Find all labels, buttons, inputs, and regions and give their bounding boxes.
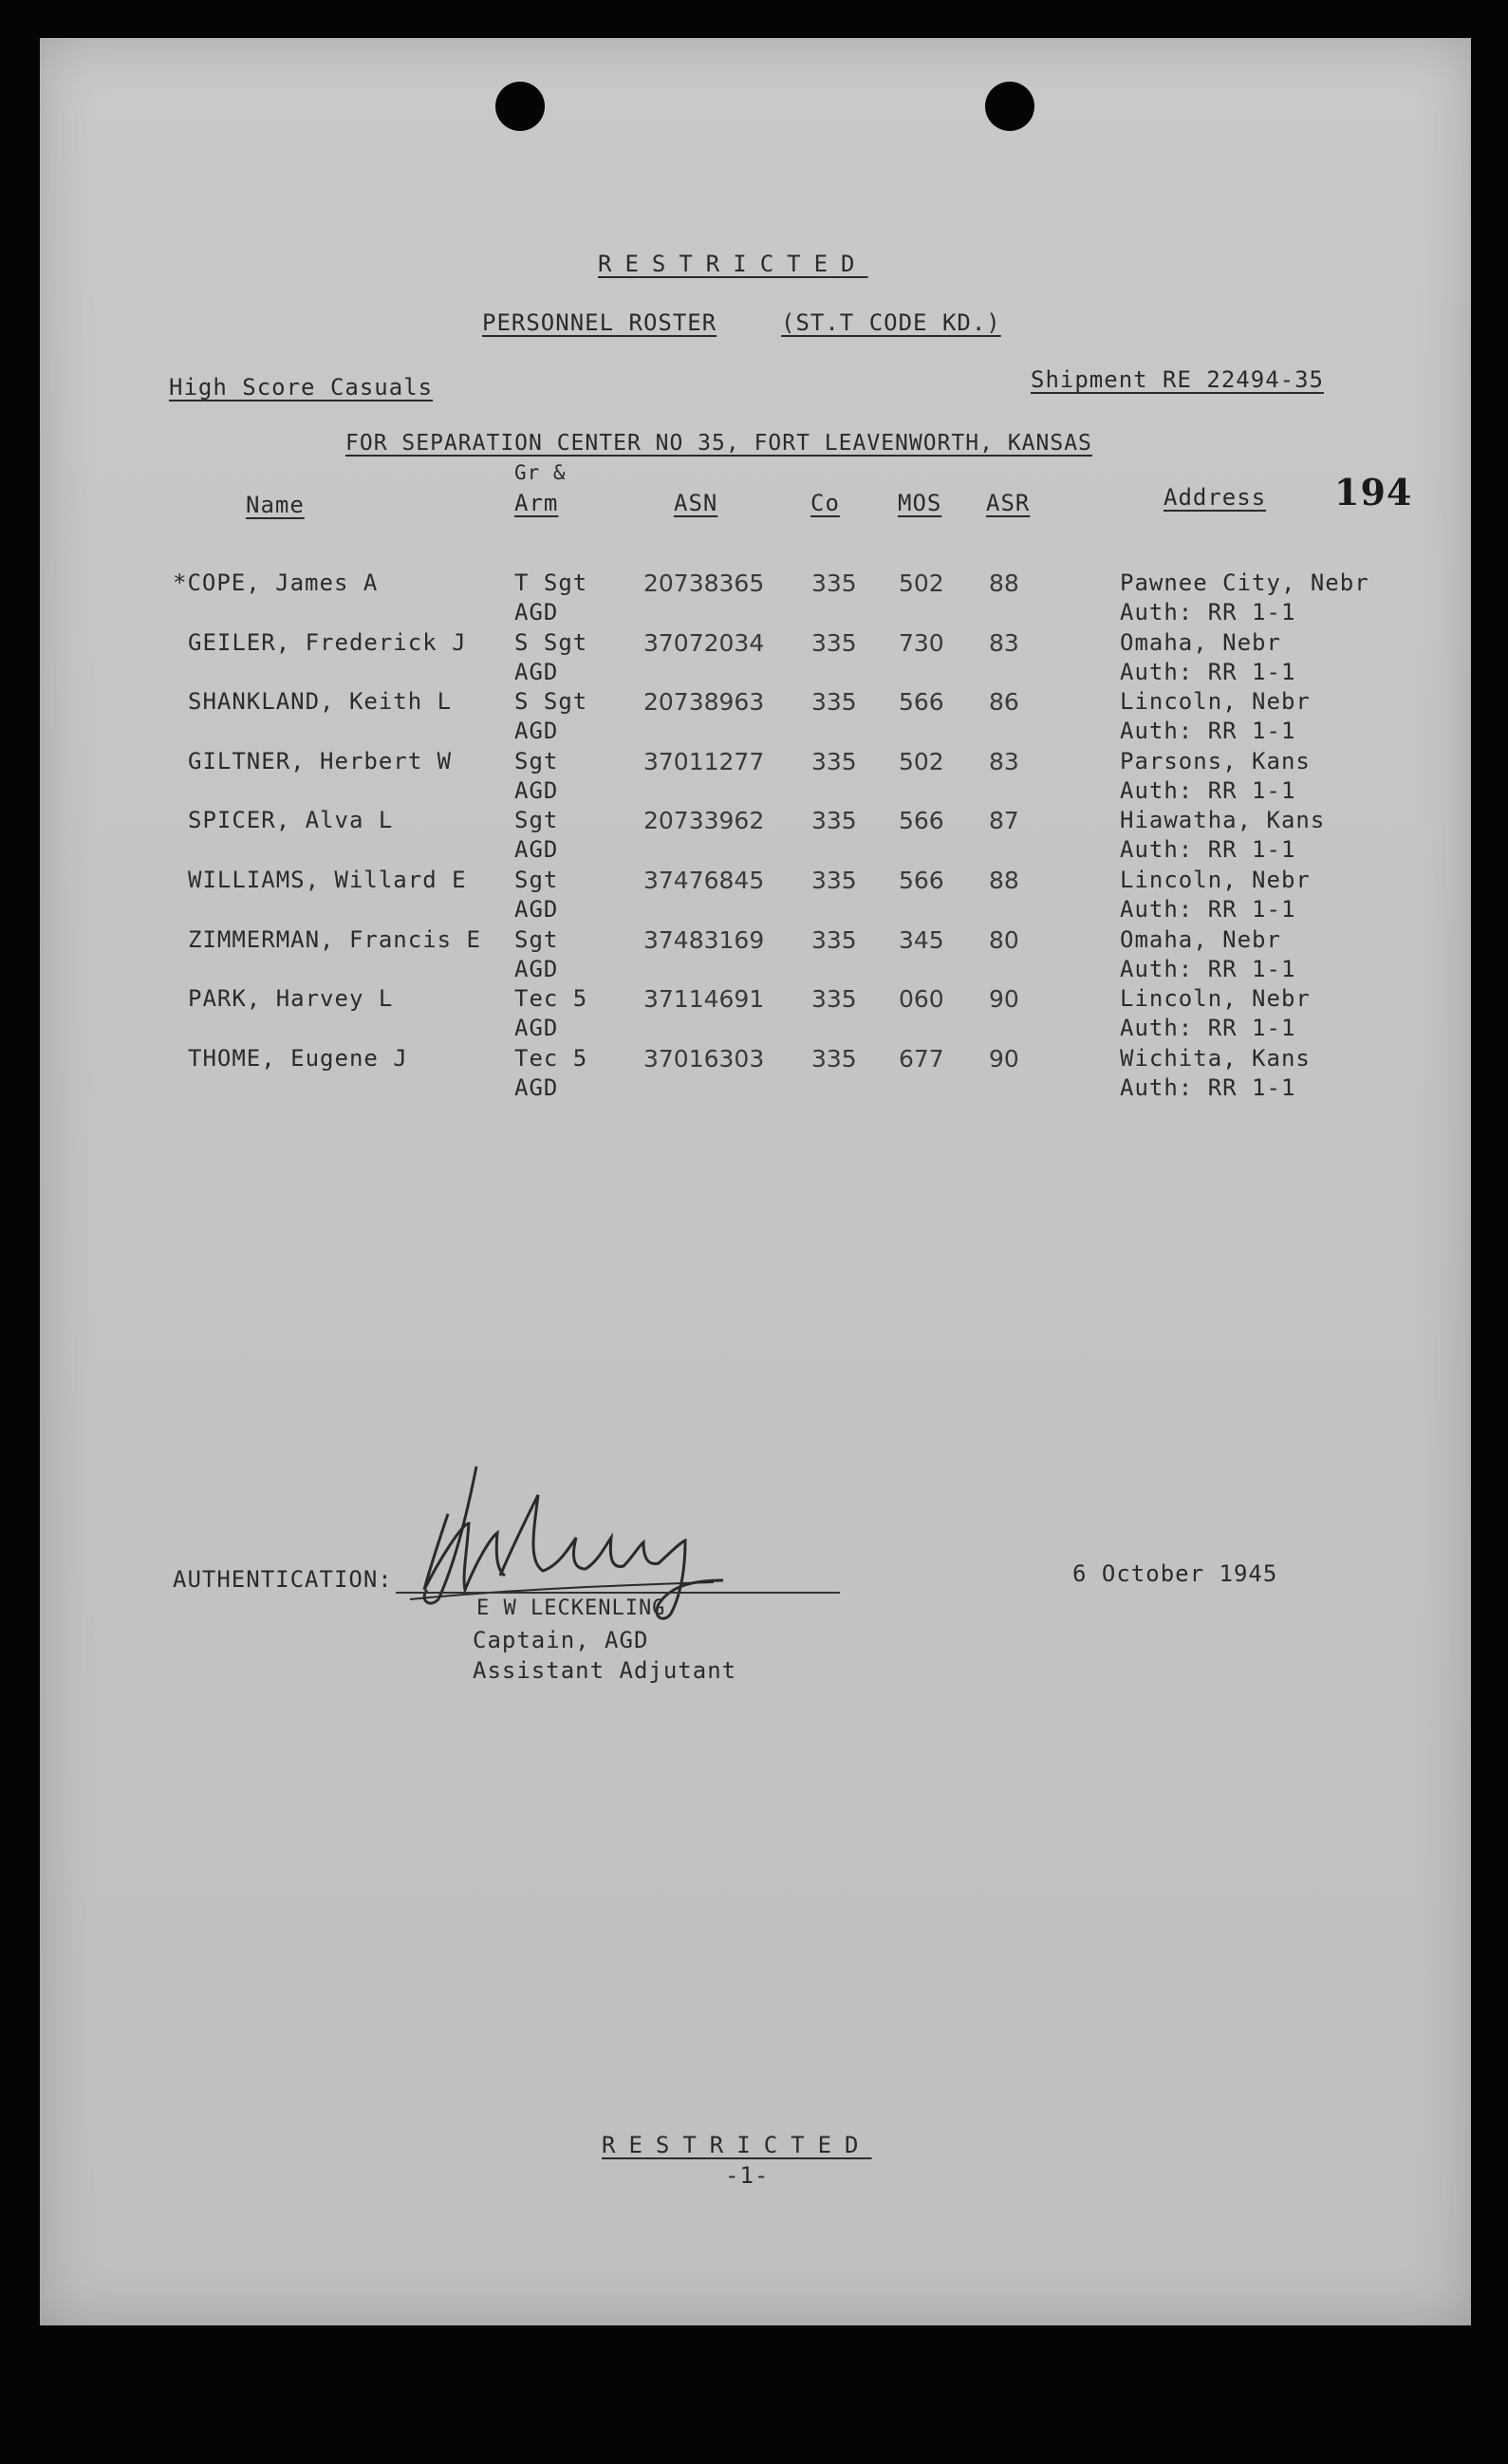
document-date: 6 October 1945 [1072, 1560, 1278, 1587]
cell-address: Parsons, Kans [1120, 747, 1311, 775]
cell-co: 335 [811, 807, 857, 835]
cell-address: Lincoln, Nebr [1120, 866, 1311, 893]
roster-title: PERSONNEL ROSTER [482, 309, 717, 336]
cell-asr: 83 [989, 747, 1019, 775]
cell-grade: S Sgt [514, 628, 588, 656]
cell-co: 335 [811, 747, 857, 775]
cell-address: Hiawatha, Kans [1120, 807, 1326, 834]
cell-asr: 83 [989, 628, 1019, 657]
cell-auth: Auth: RR 1-1 [1120, 776, 1296, 804]
cell-mos: 345 [899, 925, 944, 954]
cell-name: PARK, Harvey L [188, 985, 394, 1013]
col-header-asr: ASR [986, 490, 1031, 516]
cell-grade: Sgt [514, 925, 559, 953]
roster-table [40, 569, 1471, 1104]
cell-address: Lincoln, Nebr [1120, 688, 1311, 716]
cell-auth: Auth: RR 1-1 [1120, 836, 1296, 864]
cell-name: ZIMMERMAN, Francis E [188, 925, 481, 953]
table-row [40, 688, 1471, 748]
cell-grade: Sgt [514, 807, 559, 834]
cell-co: 335 [811, 1044, 857, 1073]
authentication-label: AUTHENTICATION: [173, 1566, 393, 1593]
cell-address: Omaha, Nebr [1120, 925, 1281, 953]
cell-co: 335 [811, 985, 857, 1014]
col-header-name: Name [246, 492, 305, 518]
cell-asn: 37476845 [643, 866, 765, 894]
cell-auth: Auth: RR 1-1 [1120, 718, 1296, 745]
cell-mos: 566 [899, 866, 944, 894]
col-header-co: Co [810, 490, 840, 516]
page-number: -1- [725, 2162, 770, 2189]
cell-asr: 80 [989, 925, 1019, 954]
table-row [40, 867, 1471, 926]
cell-asn: 37016303 [643, 1044, 765, 1073]
signer-name: E W LECKENLING [476, 1596, 666, 1620]
cell-arm: AGD [514, 776, 559, 804]
col-header-grade-bottom: Arm [514, 490, 559, 516]
table-row [40, 629, 1471, 689]
classification-bottom: RESTRICTED [602, 2132, 872, 2158]
cell-arm: AGD [514, 1073, 559, 1101]
cell-grade: Tec 5 [514, 1044, 588, 1072]
cell-co: 335 [811, 688, 857, 717]
destination-line: FOR SEPARATION CENTER NO 35, FORT LEAVENWORTH, KANSAS [345, 431, 1092, 456]
cell-auth: Auth: RR 1-1 [1120, 895, 1296, 923]
col-header-asn: ASN [674, 490, 718, 516]
cell-co: 335 [811, 925, 857, 954]
cell-co: 335 [811, 628, 857, 657]
cell-mos: 566 [899, 688, 944, 717]
cell-name: GEILER, Frederick J [188, 628, 467, 656]
cell-mos: 060 [899, 985, 944, 1014]
signature-line [396, 1592, 840, 1594]
cell-name: THOME, Eugene J [188, 1044, 408, 1072]
cell-asn: 20738365 [643, 569, 765, 597]
cell-arm: AGD [514, 836, 559, 864]
col-header-mos: MOS [898, 490, 942, 516]
cell-asr: 90 [989, 985, 1019, 1014]
cell-asr: 88 [989, 866, 1019, 894]
cell-address: Lincoln, Nebr [1120, 985, 1311, 1013]
cell-address: Pawnee City, Nebr [1120, 569, 1369, 596]
cell-asn: 20738963 [643, 688, 765, 717]
cell-grade: Tec 5 [514, 985, 588, 1013]
classification-top: RESTRICTED [598, 251, 868, 277]
cell-mos: 502 [899, 747, 944, 775]
cell-asn: 37114691 [643, 985, 765, 1014]
cell-grade: T Sgt [514, 569, 588, 596]
cell-asn: 37483169 [643, 925, 765, 954]
cell-arm: AGD [514, 955, 559, 982]
cell-name: GILTNER, Herbert W [188, 747, 453, 775]
cell-asr: 87 [989, 807, 1019, 835]
cell-address: Wichita, Kans [1120, 1044, 1311, 1072]
page-stamp-number: 194 [1334, 471, 1413, 513]
shipment-number: Shipment RE 22494-35 [1031, 366, 1324, 393]
cell-auth: Auth: RR 1-1 [1120, 955, 1296, 982]
cell-asr: 90 [989, 1044, 1019, 1073]
table-row [40, 985, 1471, 1045]
signer-title: Assistant Adjutant [473, 1657, 737, 1684]
cell-asn: 37011277 [643, 747, 765, 775]
cell-asr: 86 [989, 688, 1019, 717]
cell-auth: Auth: RR 1-1 [1120, 1015, 1296, 1042]
cell-name: SHANKLAND, Keith L [188, 688, 453, 716]
cell-grade: Sgt [514, 866, 559, 893]
stat-code: (ST.T CODE KD.) [781, 309, 1001, 336]
cell-asr: 88 [989, 569, 1019, 597]
table-row [40, 926, 1471, 986]
cell-address: Omaha, Nebr [1120, 628, 1281, 656]
cell-mos: 677 [899, 1044, 944, 1073]
cell-arm: AGD [514, 718, 559, 745]
table-row [40, 748, 1471, 808]
cell-auth: Auth: RR 1-1 [1120, 1073, 1296, 1101]
signer-rank: Captain, AGD [473, 1627, 649, 1653]
cell-auth: Auth: RR 1-1 [1120, 599, 1296, 625]
punch-hole-right [985, 82, 1034, 131]
cell-grade: Sgt [514, 747, 559, 775]
cell-arm: AGD [514, 599, 559, 625]
cell-co: 335 [811, 569, 857, 597]
cell-grade: S Sgt [514, 688, 588, 716]
cell-name: *COPE, James A [173, 569, 379, 596]
table-row [40, 1045, 1471, 1105]
cell-arm: AGD [514, 658, 559, 685]
document-page [40, 38, 1471, 2325]
cell-asn: 20733962 [643, 807, 765, 835]
cell-name: WILLIAMS, Willard E [188, 866, 467, 893]
cell-arm: AGD [514, 1015, 559, 1042]
cell-mos: 566 [899, 807, 944, 835]
punch-hole-left [495, 82, 545, 131]
col-header-grade-top: Gr & [514, 461, 567, 484]
cell-co: 335 [811, 866, 857, 894]
group-label: High Score Casuals [169, 374, 434, 401]
cell-auth: Auth: RR 1-1 [1120, 658, 1296, 685]
cell-asn: 37072034 [643, 628, 765, 657]
table-row [40, 807, 1471, 867]
col-header-address: Address [1164, 484, 1267, 511]
cell-arm: AGD [514, 895, 559, 923]
table-row [40, 569, 1471, 629]
cell-name: SPICER, Alva L [188, 807, 394, 834]
cell-mos: 502 [899, 569, 944, 597]
cell-mos: 730 [899, 628, 944, 657]
